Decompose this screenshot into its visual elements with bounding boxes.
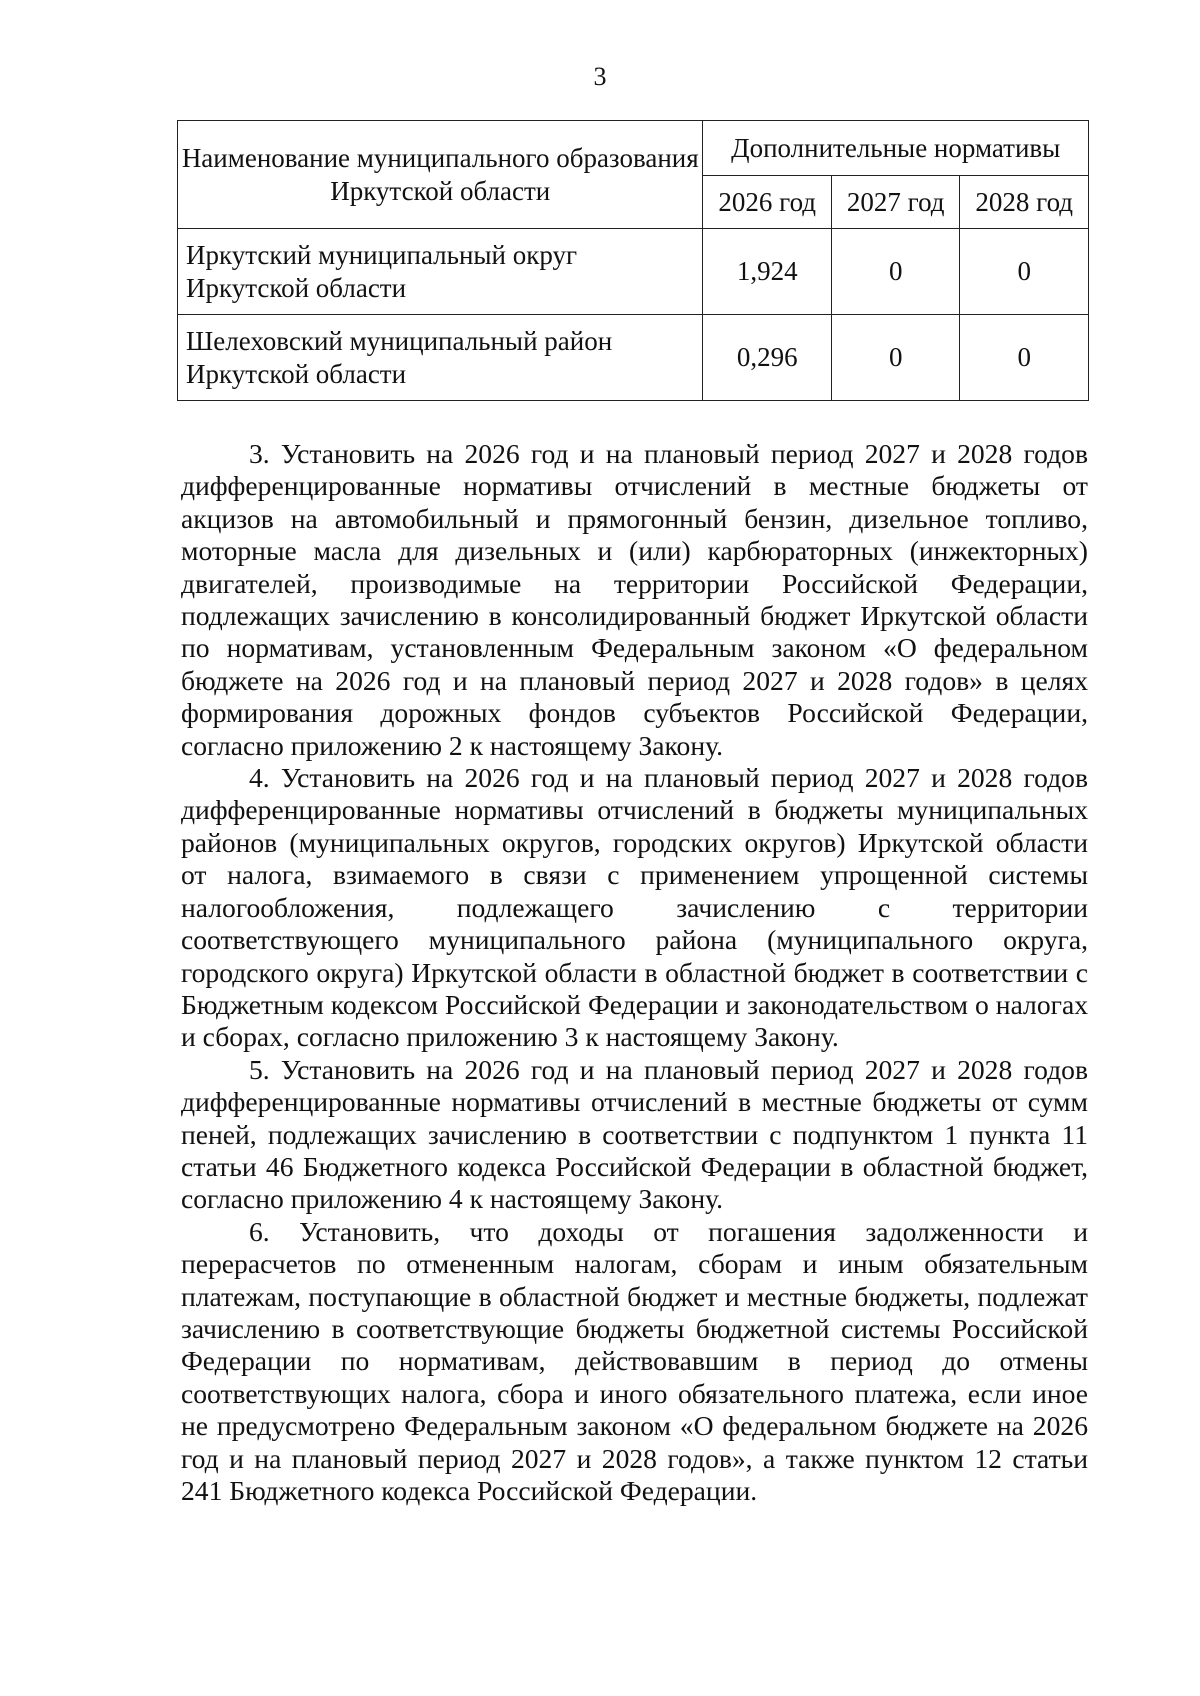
header-additional-normatives: Дополнительные нормативы: [703, 121, 1089, 176]
header-year-2027: 2027 год: [832, 176, 960, 229]
row-value-2028: 0: [960, 315, 1089, 401]
row-value-2026: 0,296: [703, 315, 832, 401]
document-body: [181, 438, 1088, 1507]
page-number: 3: [593, 62, 607, 91]
table-row: [178, 315, 1089, 401]
row-value-2026: 1,924: [703, 229, 832, 315]
paragraph-5: 5. Установить на 2026 год и на плановый период 2027 и 2028 годов дифференцированные нормативы отчислений в местные бюджеты от сумм пеней, подлежащих зачислению в соответствии с подпунктом 1 пункта 11 статьи 46 Бюджетного кодекса Российской Федерации в областной бюджет, согласно приложению 4 к настоящему Закону.: [181, 1053, 1088, 1215]
table-row: [178, 229, 1089, 315]
row-value-2027: 0: [832, 229, 960, 315]
paragraph-6: 6. Установить, что доходы от погашения задолженности и перерасчетов по отмененным налогам, сборам и иным обязательным платежам, поступающие в областной бюджет и местные бюджеты, подлежат зачислению в соответствующие бюджеты бюджетной системы Российской Федерации по нормативам, действовавшим в период до отмены соответствующих налога, сбора и иного обязательного платежа, если иное не предусмотрено Федеральным законом «О федеральном бюджете на 2026 год и на плановый период 2027 и 2028 годов», а также пунктом 12 статьи 241 Бюджетного кодекса Российской Федерации.: [181, 1215, 1088, 1506]
header-municipality-name: Наименование муниципального образования Иркутской области: [178, 121, 703, 229]
paragraph-4: 4. Установить на 2026 год и на плановый период 2027 и 2028 годов дифференцированные нормативы отчислений в бюджеты муниципальных районов (муниципальных округов, городских округов) Иркутской области от налога, взимаемого в связи с применением упрощенной системы налогообложения, подлежащего зачислению с территории соответствующего муниципального района (муниципального округа, городского округа) Иркутской области в областной бюджет в соответствии с Бюджетным кодексом Российской Федерации и законодательством о налогах и сборах, согласно приложению 3 к настоящему Закону.: [181, 762, 1088, 1053]
row-municipality-name: Шелеховский муниципальный район Иркутской области: [178, 315, 703, 401]
row-value-2028: 0: [960, 229, 1089, 315]
normatives-table: [177, 120, 1089, 401]
table-header-row: [178, 121, 1089, 176]
paragraph-3: 3. Установить на 2026 год и на плановый период 2027 и 2028 годов дифференцированные нормативы отчислений в местные бюджеты от акцизов на автомобильный и прямогонный бензин, дизельное топливо, моторные масла для дизельных и (или) карбюраторных (инжекторных) двигателей, производимые на территории Российской Федерации, подлежащих зачислению в консолидированный бюджет Иркутской области по нормативам, установленным Федеральным законом «О федеральном бюджете на 2026 год и на плановый период 2027 и 2028 годов» в целях формирования дорожных фондов субъектов Российской Федерации, согласно приложению 2 к настоящему Закону.: [181, 438, 1088, 761]
header-year-2026: 2026 год: [703, 176, 832, 229]
header-year-2028: 2028 год: [960, 176, 1089, 229]
row-municipality-name: Иркутский муниципальный округ Иркутской области: [178, 229, 703, 315]
row-value-2027: 0: [832, 315, 960, 401]
